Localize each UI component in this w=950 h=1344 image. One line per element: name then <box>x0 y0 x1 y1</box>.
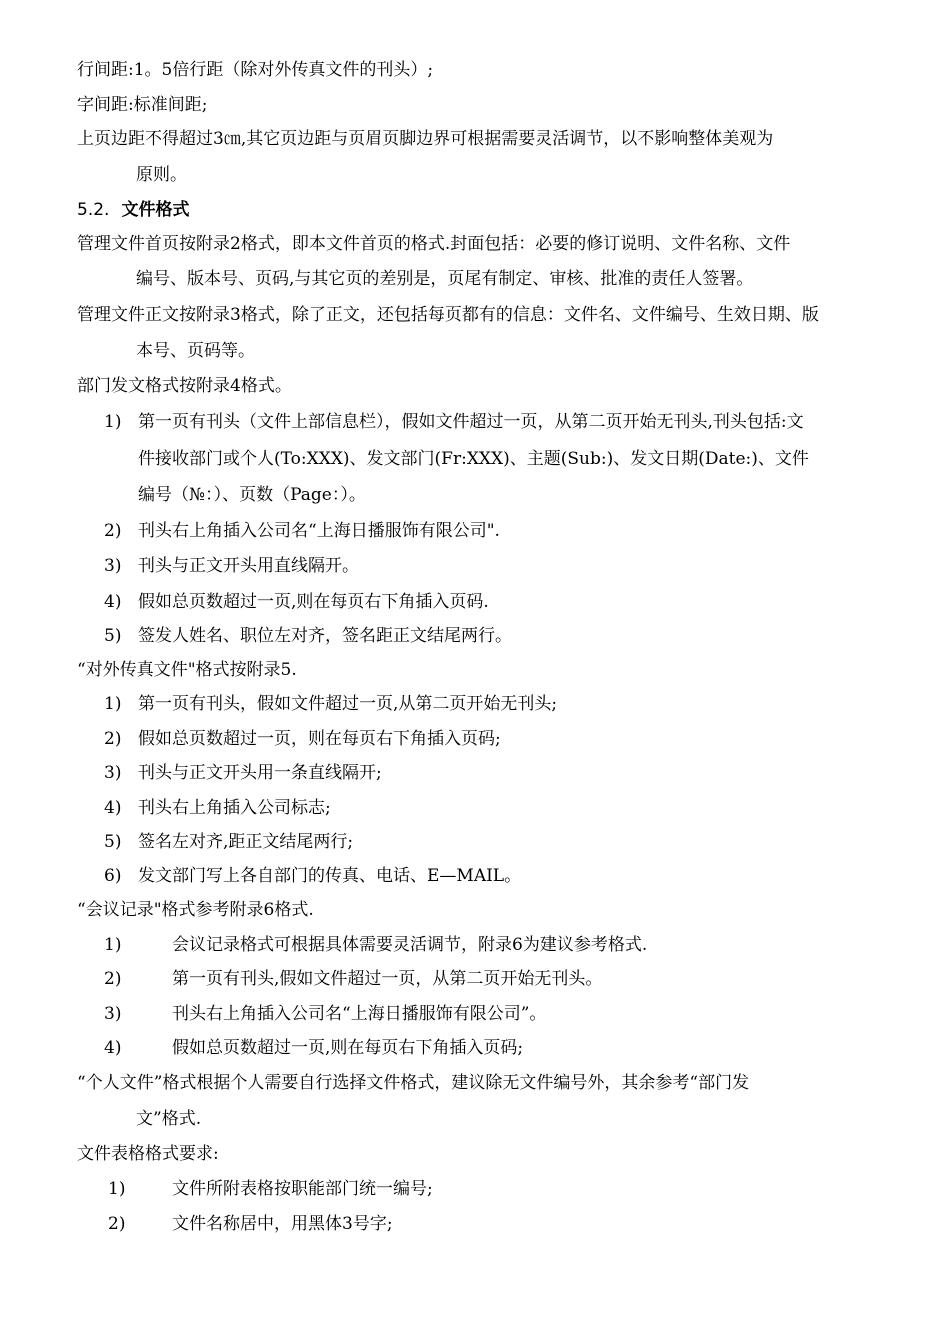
list-number: 4) <box>104 798 122 818</box>
fax-item-text: 刊头右上角插入公司标志; <box>138 798 331 818</box>
list-number: 1) <box>104 935 122 955</box>
dept-item-text: 件接收部门或个人(To:XXX)、发文部门(Fr:XXX)、主题(Sub:)、发文日期(Date:)、文件 <box>138 449 809 469</box>
fax-format-intro: “对外传真文件"格式按附录5. <box>77 660 297 680</box>
list-number: 1) <box>108 1179 126 1199</box>
fax-item-text: 签名左对齐,距正文结尾两行; <box>138 832 354 852</box>
manage-body-paragraph-continued: 本号、页码等。 <box>136 341 255 361</box>
list-number: 3) <box>104 556 122 576</box>
meeting-item-text: 假如总页数超过一页,则在每页右下角插入页码; <box>172 1038 524 1058</box>
list-number: 2) <box>104 969 122 989</box>
manage-cover-paragraph-continued: 编号、版本号、页码,与其它页的差别是，页尾有制定、审核、批准的责任人签署。 <box>136 269 754 289</box>
char-spacing-rule: 字间距:标准间距; <box>77 95 208 115</box>
list-number: 4) <box>104 1038 122 1058</box>
personal-format-paragraph: “个人文件”格式根据个人需要自行选择文件格式，建议除无文件编号外，其余参考“部门发 <box>77 1073 750 1093</box>
meeting-item-text: 第一页有刊头,假如文件超过一页，从第二页开始无刊头。 <box>172 969 603 989</box>
line-spacing-rule: 行间距:1。5倍行距（除对外传真文件的刊头）; <box>77 60 434 80</box>
meeting-item-text: 会议记录格式可根据具体需要灵活调节，附录6为建议参考格式. <box>172 935 648 955</box>
list-number: 2) <box>104 729 122 749</box>
list-number: 1) <box>104 412 122 432</box>
list-number: 4) <box>104 592 122 612</box>
list-number: 6) <box>104 866 122 886</box>
dept-item-text: 第一页有刊头（文件上部信息栏），假如文件超过一页，从第二页开始无刊头,刊头包括:文 <box>138 412 804 432</box>
fax-item-text: 第一页有刊头，假如文件超过一页,从第二页开始无刊头; <box>138 694 558 714</box>
dept-item-text: 签发人姓名、职位左对齐，签名距正文结尾两行。 <box>138 626 512 646</box>
list-number: 5) <box>104 626 122 646</box>
fax-item-text: 发文部门写上各自部门的传真、电话、E—MAIL。 <box>138 866 522 886</box>
dept-item-text: 假如总页数超过一页,则在每页右下角插入页码. <box>138 592 489 612</box>
meeting-format-intro: “会议记录"格式参考附录6格式. <box>77 900 314 920</box>
list-number: 3) <box>104 1004 122 1024</box>
list-number: 3) <box>104 763 122 783</box>
margin-rule-continued: 原则。 <box>136 165 187 185</box>
table-item-text: 文件所附表格按职能部门统一编号; <box>172 1179 433 1199</box>
list-number: 1) <box>104 694 122 714</box>
list-number: 2) <box>108 1214 126 1234</box>
manage-body-paragraph: 管理文件正文按附录3格式，除了正文，还包括每页都有的信息：文件名、文件编号、生效日期、版 <box>77 305 819 325</box>
section-number: 5.2. <box>77 200 110 220</box>
section-heading <box>77 199 189 221</box>
dept-format-intro: 部门发文格式按附录4格式。 <box>77 376 292 396</box>
fax-item-text: 假如总页数超过一页，则在每页右下角插入页码; <box>138 729 501 749</box>
section-title: 文件格式 <box>121 200 190 220</box>
table-item-text: 文件名称居中，用黑体3号字; <box>172 1214 393 1234</box>
dept-item-text: 刊头与正文开头用直线隔开。 <box>138 556 359 576</box>
list-number: 5) <box>104 832 122 852</box>
margin-rule: 上页边距不得超过3㎝,其它页边距与页眉页脚边界可根据需要灵活调节，以不影响整体美观为 <box>77 129 774 149</box>
meeting-item-text: 刊头右上角插入公司名“上海日播服饰有限公司”。 <box>172 1004 547 1024</box>
dept-item-text: 编号（№：）、页数（Page：）。 <box>138 485 366 505</box>
list-number: 2) <box>104 521 122 541</box>
manage-cover-paragraph: 管理文件首页按附录2格式，即本文件首页的格式.封面包括：必要的修订说明、文件名称、文件 <box>77 234 791 254</box>
table-format-intro: 文件表格格式要求: <box>77 1144 219 1164</box>
dept-item-text: 刊头右上角插入公司名“上海日播服饰有限公司". <box>138 521 500 541</box>
personal-format-paragraph-continued: 文”格式. <box>136 1109 202 1129</box>
fax-item-text: 刊头与正文开头用一条直线隔开; <box>138 763 382 783</box>
